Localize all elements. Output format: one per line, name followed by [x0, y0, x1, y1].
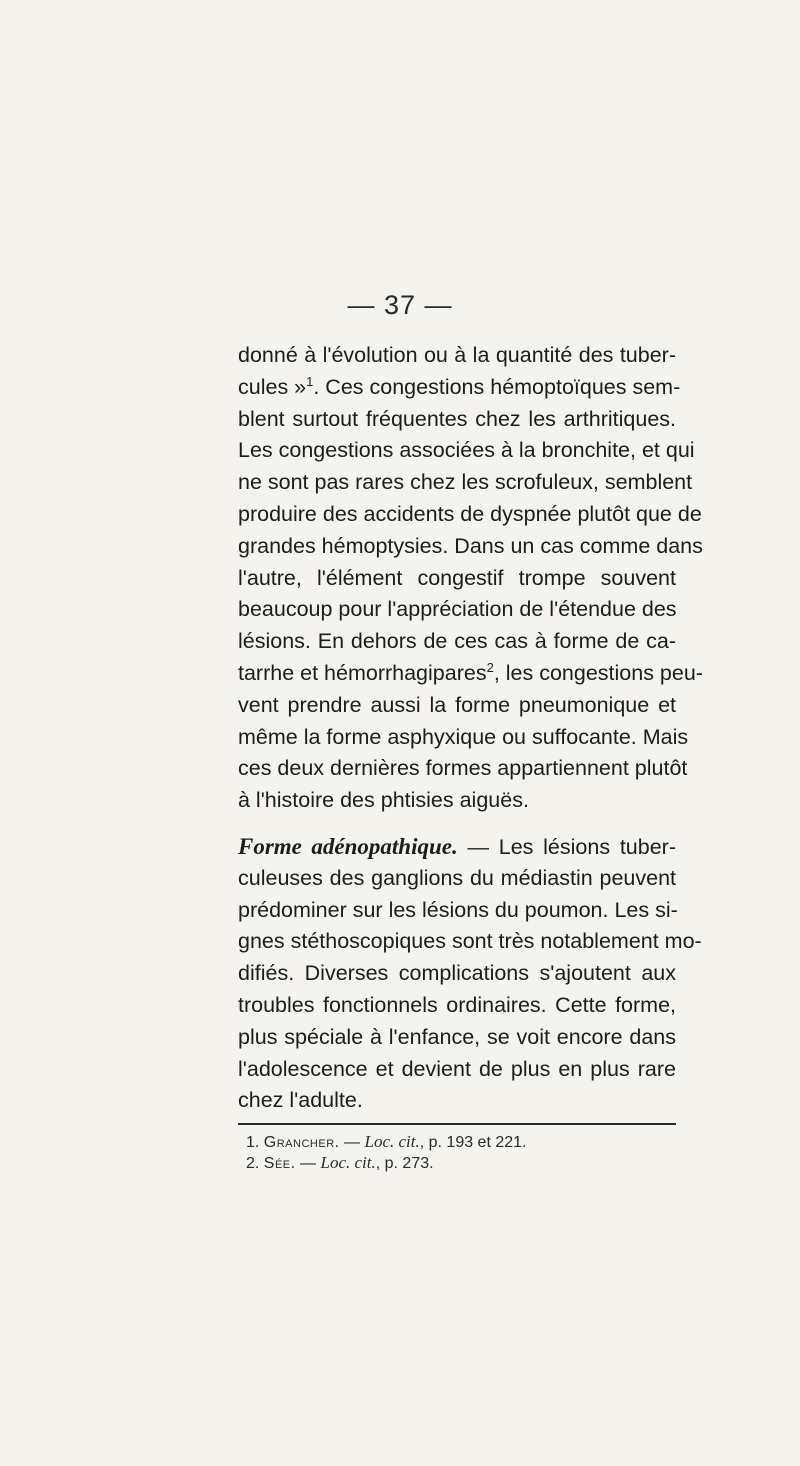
text-line: blent surtout fréquentes chez les arthritiques.: [238, 406, 676, 431]
text-line: grandes hémoptysies. Dans un cas comme dans: [238, 533, 703, 558]
text-line: [238, 658, 703, 690]
body-text: [238, 340, 703, 1117]
text-line: à l'histoire des phtisies aiguës.: [238, 788, 529, 813]
text-line: difiés. Diverses complications s'ajoutent aux: [238, 961, 676, 986]
text-line: [238, 831, 676, 863]
text-line: ces deux dernières formes appartiennent plutôt: [238, 756, 688, 781]
text-line: culeuses des ganglions du médiastin peuvent: [238, 865, 676, 890]
footnote-ref[interactable]: 1: [306, 373, 314, 389]
footnote-author: Sée.: [263, 1155, 296, 1172]
footnote-ref[interactable]: 2: [486, 659, 494, 675]
text-fragment: tarrhe et hémorrhagipares: [238, 660, 487, 685]
footnote-number: 2.: [246, 1155, 260, 1172]
footnote-dash: —: [295, 1155, 321, 1172]
text-line: Les congestions associées à la bronchite, et qui: [238, 438, 695, 463]
footnotes: [246, 1132, 676, 1174]
text-line: prédominer sur les lésions du poumon. Les si-: [238, 897, 678, 922]
footnote-divider: [238, 1123, 676, 1125]
page-number: — 37 —: [347, 290, 453, 320]
text-line: lésions. En dehors de ces cas à forme de ca-: [238, 629, 676, 654]
footnote-pages: , p. 273.: [375, 1155, 434, 1172]
text-line: troubles fonctionnels ordinaires. Cette forme,: [238, 992, 676, 1017]
text-line: vent prendre aussi la forme pneumonique et: [238, 692, 676, 717]
text-line: l'autre, l'élément congestif trompe souvent: [238, 565, 676, 590]
text-fragment: , les congestions peu-: [493, 660, 703, 685]
text-fragment: cules »: [238, 374, 307, 399]
text-fragment: . Ces congestions hémoptoïques sem-: [313, 374, 681, 399]
footnote-reference: Loc. cit.: [364, 1132, 420, 1151]
text-line: beaucoup pour l'appréciation de l'étendue des: [238, 597, 677, 622]
footnote-pages: , p. 193 et 221.: [419, 1134, 527, 1151]
footnote-1: [246, 1132, 676, 1153]
text-line: plus spéciale à l'enfance, se voit encore dans: [238, 1024, 676, 1049]
footnote-dash: —: [339, 1134, 365, 1151]
text-line: produire des accidents de dyspnée plutôt que de: [238, 501, 702, 526]
footnote-number: 1.: [246, 1134, 260, 1151]
text-line: donné à l'évolution ou à la quantité des tuber-: [238, 343, 676, 367]
text-line: gnes stéthoscopiques sont très notablement mo-: [238, 929, 702, 954]
section-heading: Forme adénopathique.: [238, 833, 458, 859]
text-line: l'adolescence et devient de plus en plus rare: [238, 1056, 676, 1081]
paragraph-gap: [238, 817, 676, 831]
text-line: [238, 372, 681, 404]
text-line: ne sont pas rares chez les scrofuleux, semblent: [238, 470, 693, 495]
text-line: même la forme asphyxique ou suffocante. Mais: [238, 724, 689, 749]
footnote-author: Grancher.: [263, 1134, 340, 1151]
footnote-2: [246, 1153, 676, 1174]
text-line: chez l'adulte.: [238, 1088, 363, 1113]
footnote-reference: Loc. cit.: [320, 1153, 376, 1172]
text-fragment: — Les lésions tuber-: [457, 834, 676, 859]
